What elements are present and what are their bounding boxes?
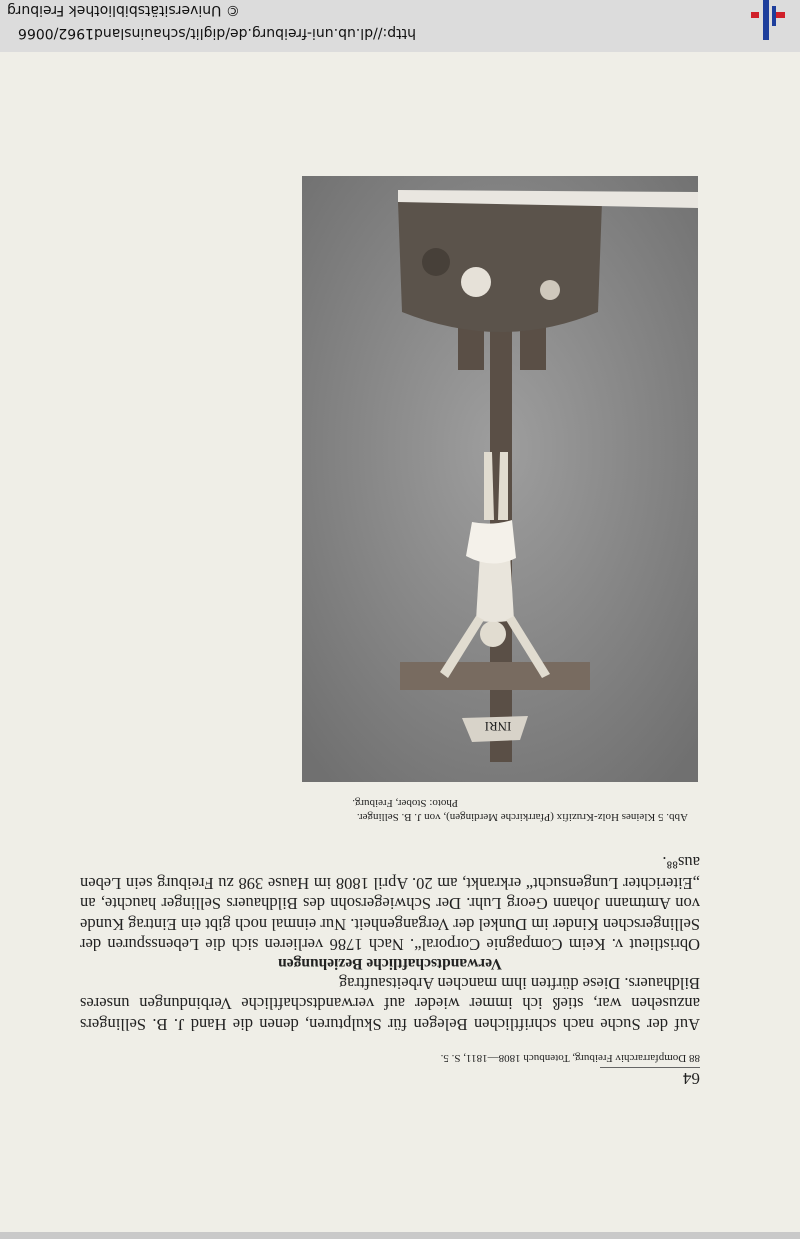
paragraph-relations: Auf der Suche nach schriftlichen Belegen für Skulpturen, denen die Hand J. B. Sellingers anzusehen war, stieß ich immer wieder auf verwandtschaftliche Verbindungen unseres Bildhauers. Diese dürften ihm manchen Arbeitsauftrag — [80, 974, 700, 1034]
footnote — [440, 1052, 700, 1068]
figure-caption — [80, 796, 688, 824]
paragraph-lebensspuren: Obristlieut v. Keim Compagnie Corporal“. Nach 1786 verlieren sich die Lebensspuren der Sellingerschen Kinder im Dunkel der Vergangenheit. Nur einmal noch gibt ein Eintrag Kunde von Amtmann Johann Georg Luhr. Der Schwiegersohn des Bildhauers Sellinger hauchte, an „Eiterichter Lungensucht“ erkrankt, am 20. April 1808 im Hause 398 zu Freiburg sein Leben aus⁸⁸. — [80, 853, 700, 955]
caption-title: Abb. 5 Kleines Holz-Kruzifix (Pfarrkirche Merdingen), von J. B. Sellinger. — [356, 811, 688, 823]
copyright-notice: © Universitätsbibliothek Freiburg — [7, 2, 240, 18]
library-logo-icon — [748, 0, 788, 42]
viewer-header — [0, 0, 800, 52]
document-url-link[interactable]: http://dl.ub.uni-freiburg.de/diglit/schauinsland1962/0066 — [18, 25, 416, 41]
page-content — [80, 176, 700, 1088]
bottom-strip — [0, 1232, 800, 1239]
page-number: 64 — [683, 1069, 700, 1088]
crucifix-photo — [302, 176, 698, 782]
photo-credit: Photo: Stober, Freiburg. — [352, 797, 458, 809]
section-heading: Verwandtschaftliche Beziehungen — [278, 955, 502, 973]
inri-label: INRI — [484, 719, 512, 734]
footnote-text: 88 Dompfarrarchiv Freiburg, Totenbuch 1808—1811, S. 5. — [440, 1052, 700, 1064]
